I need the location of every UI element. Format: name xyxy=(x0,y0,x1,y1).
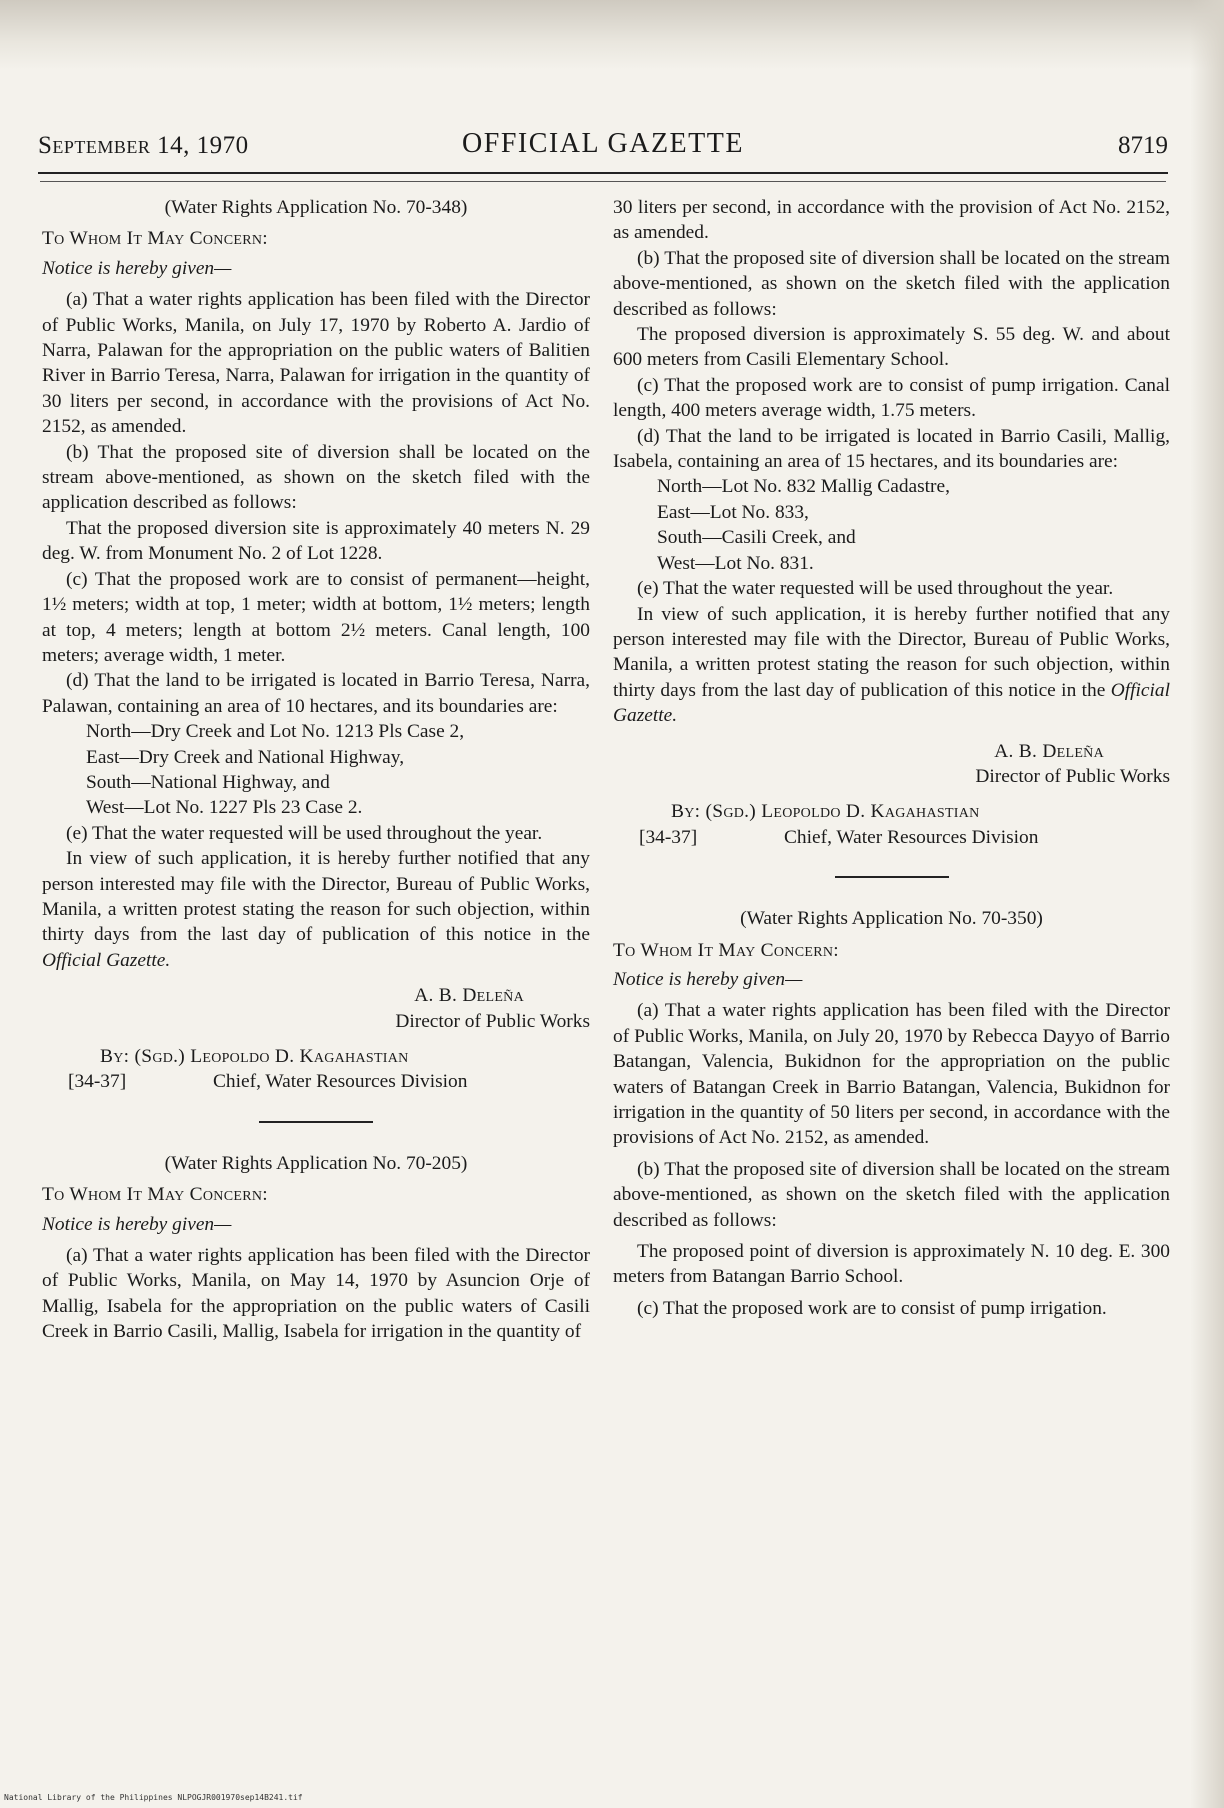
left-column xyxy=(42,195,590,1345)
notice-205-given: Notice is hereby given— xyxy=(42,1213,232,1235)
notice-350-title: (Water Rights Application No. 70-350) xyxy=(740,908,1043,930)
notice-348-para-d: (d) That the land to be irrigated is located in Barrio Teresa, Narra, Palawan, containing an area of 10 hectares, and its boundaries are: xyxy=(42,670,590,717)
notice-348-para-b: (b) That the proposed site of diversion shall be located on the stream above-mentioned, as shown on the sketch filed with the application described as follows: xyxy=(42,441,590,514)
notice-348-boundary-east: East—Dry Creek and National Highway, xyxy=(86,746,405,768)
notice-205-para-e: (e) That the water requested will be used throughout the year. xyxy=(637,578,1114,600)
header-rule-thin xyxy=(40,181,1166,182)
section-divider xyxy=(835,876,949,878)
notice-205-para-b-detail: The proposed diversion is approximately S. 55 deg. W. and about 600 meters from Casili Elementary School. xyxy=(613,324,1170,371)
notice-205-by: By: (Sgd.) Leopoldo D. Kagahastian xyxy=(671,801,980,823)
notice-348-title: (Water Rights Application No. 70-348) xyxy=(164,197,468,218)
notice-205-signer: A. B. Deleña xyxy=(994,740,1104,762)
notice-348-signer-title: Director of Public Works xyxy=(395,1010,590,1032)
notice-205-boundary-north: North—Lot No. 832 Mallig Cadastre, xyxy=(657,476,950,498)
publication-title: OFFICIAL GAZETTE xyxy=(462,128,744,159)
page-number: 8719 xyxy=(1118,132,1168,159)
section-divider xyxy=(259,1121,373,1123)
notice-205-code-line xyxy=(639,825,1170,850)
notice-350-salutation: To Whom It May Concern: xyxy=(613,939,839,961)
right-column xyxy=(613,195,1170,1321)
notice-348-para-e: (e) That the water requested will be used throughout the year. xyxy=(66,822,543,844)
notice-350-para-a: (a) That a water rights application has been filed with the Director of Public Works, Manila, on July 20, 1970 by Rebecca Dayyo of Barrio Batangan, Valencia, Bukidnon for the appropriation on the public waters of Batangan Creek in Barrio Batangan, Valencia, Bukidnon for irrigation in the quantity of 50 liters per second, in accordance with the provisions of Act No. 2152, as amended. xyxy=(613,1000,1170,1149)
scan-footer: National Library of the Philippines NLPOGJR001970sep14B241.tif xyxy=(4,1793,303,1802)
scan-noise-right xyxy=(1190,0,1224,1808)
notice-205-para-a-cont: 30 liters per second, in accordance with the provision of Act No. 2152, as amended. xyxy=(613,197,1170,244)
notice-205-boundary-south: South—Casili Creek, and xyxy=(657,527,856,549)
notice-205-para-b: (b) That the proposed site of diversion shall be located on the stream above-mentioned, as shown on the sketch filed with the application described as follows: xyxy=(613,247,1170,320)
notice-205-protest: In view of such application, it is hereby further notified that any person interested may file with the Director, Bureau of Public Works, Manila, a written protest stating the reason for such objection, within thirty days from the last day of publication of this notice in the Official Gazette. xyxy=(613,603,1170,727)
notice-350-para-c: (c) That the proposed work are to consist of pump irrigation. xyxy=(637,1297,1107,1319)
notice-350-para-b-detail: The proposed point of diversion is approximately N. 10 deg. E. 300 meters from Batangan Barrio School. xyxy=(613,1241,1170,1288)
notice-348-para-a: (a) That a water rights application has been filed with the Director of Public Works, Manila, on July 17, 1970 by Roberto A. Jardio of Narra, Palawan for the appropriation on the public waters of Balitien River in Barrio Teresa, Narra, Palawan for irrigation in the quantity of 30 liters per second, in accordance with the provisions of Act No. 2152, as amended. xyxy=(42,289,590,438)
notice-348-boundary-north: North—Dry Creek and Lot No. 1213 Pls Case 2, xyxy=(86,721,465,743)
notice-348-salutation: To Whom It May Concern: xyxy=(42,228,268,250)
notice-348-given: Notice is hereby given— xyxy=(42,257,232,279)
notice-348-code: [34-37] xyxy=(68,1071,127,1093)
notice-205-para-a-start: (a) That a water rights application has been filed with the Director of Public Works, Manila, on May 14, 1970 by Asuncion Orje of Mallig, Isabela for the appropriation on the public waters of Casili Creek in Barrio Casili, Mallig, Isabela for irrigation in the quantity of xyxy=(42,1245,590,1343)
notice-205-salutation: To Whom It May Concern: xyxy=(42,1184,268,1206)
notice-205-boundary-east: East—Lot No. 833, xyxy=(657,501,809,523)
notice-348-code-line xyxy=(68,1069,590,1094)
notice-348-signer: A. B. Deleña xyxy=(414,985,524,1007)
notice-205-para-d: (d) That the land to be irrigated is located in Barrio Casili, Mallig, Isabela, containing an area of 15 hectares, and its boundaries are: xyxy=(613,425,1170,473)
notice-348-boundary-south: South—National Highway, and xyxy=(86,771,330,793)
page-header xyxy=(38,128,1168,168)
notice-350-para-b: (b) That the proposed site of diversion shall be located on the stream above-mentioned, as shown on the sketch filed with the application described as follows: xyxy=(613,1158,1170,1231)
header-rule xyxy=(38,172,1168,174)
notice-350-given: Notice is hereby given— xyxy=(613,968,803,990)
scan-noise-top xyxy=(0,0,1224,70)
notice-348-protest: In view of such application, it is hereby further notified that any person interested may file with the Director, Bureau of Public Works, Manila, a written protest stating the reason for such objection, within thirty days from the last day of publication of this notice in the Official Gazette. xyxy=(42,848,590,971)
notice-348-para-b-detail: That the proposed diversion site is approximately 40 meters N. 29 deg. W. from Monument No. 2 of Lot 1228. xyxy=(42,517,590,565)
notice-205-code: [34-37] xyxy=(639,826,698,848)
notice-205-by-title: Chief, Water Resources Division xyxy=(784,826,1039,848)
notice-205-boundary-west: West—Lot No. 831. xyxy=(657,552,814,574)
notice-348-by-title: Chief, Water Resources Division xyxy=(213,1071,468,1093)
notice-348-boundary-west: West—Lot No. 1227 Pls 23 Case 2. xyxy=(86,797,363,819)
issue-date: September 14, 1970 xyxy=(38,132,249,159)
notice-348-para-c: (c) That the proposed work are to consist of permanent—height, 1½ meters; width at top, 1 meter; width at bottom, 1½ meters; length at top, 4 meters; length at bottom 2½ meters. Canal length, 100 meters; average width, 1 meter. xyxy=(42,568,590,666)
notice-205-title: (Water Rights Application No. 70-205) xyxy=(164,1152,468,1174)
notice-205-signer-title: Director of Public Works xyxy=(975,765,1170,787)
notice-205-para-c: (c) That the proposed work are to consist of pump irrigation. Canal length, 400 meters average width, 1.75 meters. xyxy=(613,374,1170,422)
notice-348-by: By: (Sgd.) Leopoldo D. Kagahastian xyxy=(100,1046,409,1067)
